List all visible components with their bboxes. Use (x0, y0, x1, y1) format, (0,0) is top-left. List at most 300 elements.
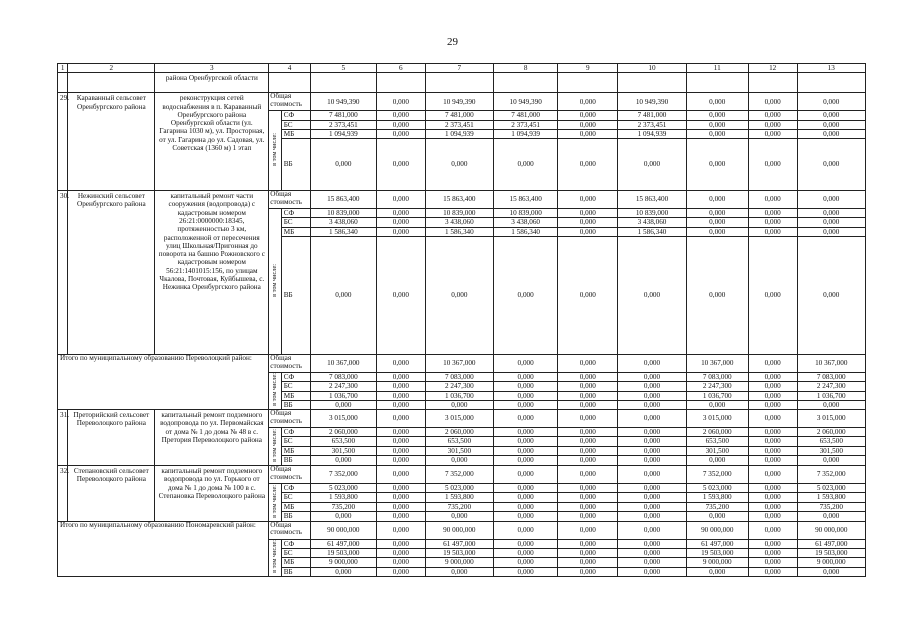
value-cell: 0,000 (310, 236, 376, 354)
value-cell: 10 367,000 (797, 354, 866, 372)
value-cell: 0,000 (377, 111, 426, 120)
value-cell: 0,000 (558, 493, 618, 502)
value-cell: 0,000 (686, 567, 748, 576)
value-cell: 653,500 (797, 437, 866, 446)
value-cell: 0,000 (494, 354, 558, 372)
value-cell: 2 060,000 (686, 428, 748, 437)
incl-vertical-label (269, 539, 281, 576)
value-cell: 0,000 (558, 410, 618, 428)
value-cell: 1 094,939 (310, 129, 376, 138)
value-cell: 7 083,000 (310, 372, 376, 381)
value-cell: 0,000 (494, 539, 558, 548)
total-cost-label: Общая стоимость (269, 191, 310, 209)
header-cell: 5 (310, 64, 376, 73)
value-cell: 0,000 (377, 410, 426, 428)
value-cell: 0,000 (377, 539, 426, 548)
value-cell: 0,000 (686, 129, 748, 138)
value-cell: 0,000 (494, 410, 558, 428)
funding-source-sf: СФ (281, 372, 310, 381)
value-cell: 0,000 (425, 236, 493, 354)
value-cell: 0,000 (748, 558, 797, 567)
value-cell: 10 949,390 (494, 93, 558, 111)
value-cell: 2 373,451 (425, 120, 493, 129)
value-cell: 9 000,000 (686, 558, 748, 567)
value-cell: 9 000,000 (797, 558, 866, 567)
value-cell: 0,000 (686, 218, 748, 227)
value-cell: 0,000 (618, 382, 686, 391)
value-cell: 0,000 (686, 455, 748, 465)
value-cell: 5 023,000 (797, 483, 866, 492)
value-cell: 0,000 (494, 502, 558, 511)
value-cell: 0,000 (797, 139, 866, 191)
value-cell: 1 593,800 (797, 493, 866, 502)
value-cell: 0,000 (310, 511, 376, 521)
value-cell: 0,000 (618, 236, 686, 354)
value-cell: 9 000,000 (425, 558, 493, 567)
funding-source-vb: ВБ (281, 139, 310, 191)
value-cell: 0,000 (494, 382, 558, 391)
value-cell: 0,000 (558, 521, 618, 539)
value-cell: 0,000 (748, 218, 797, 227)
project-number: 30. (58, 191, 68, 355)
value-cell: 301,500 (425, 446, 493, 455)
value-cell: 2 373,451 (618, 120, 686, 129)
value-cell: 0,000 (425, 567, 493, 576)
value-cell: 0,000 (377, 483, 426, 492)
value-cell: 3 015,000 (686, 410, 748, 428)
value-cell: 0,000 (748, 191, 797, 209)
value-cell: 0,000 (797, 129, 866, 138)
funding-source-sf: СФ (281, 428, 310, 437)
value-cell: 7 083,000 (797, 372, 866, 381)
value-cell: 0,000 (425, 455, 493, 465)
incl-vertical-label (269, 428, 281, 466)
value-cell: 0,000 (748, 391, 797, 400)
funding-source-vb: ВБ (281, 236, 310, 354)
value-cell: 7 481,000 (425, 111, 493, 120)
value-cell: 0,000 (686, 191, 748, 209)
project-description: капитальный ремонт подземного водопровода по ул. Горького от дома № 1 до дома № 100 в с. Степановка Переволоцкого района (155, 465, 269, 521)
funding-source-bs: БС (281, 437, 310, 446)
value-cell: 10 949,390 (618, 93, 686, 111)
value-cell: 0,000 (377, 521, 426, 539)
value-cell: 0,000 (494, 400, 558, 409)
value-cell: 0,000 (377, 129, 426, 138)
header-cell: 8 (494, 64, 558, 73)
value-cell: 0,000 (748, 567, 797, 576)
value-cell: 0,000 (558, 209, 618, 218)
empty-cell (425, 73, 493, 93)
value-cell: 301,500 (686, 446, 748, 455)
value-cell: 0,000 (618, 372, 686, 381)
funding-source-vb: ВБ (281, 567, 310, 576)
value-cell: 0,000 (377, 382, 426, 391)
value-cell: 2 247,300 (425, 382, 493, 391)
value-cell: 1 094,939 (618, 129, 686, 138)
value-cell: 61 497,000 (686, 539, 748, 548)
value-cell: 0,000 (618, 437, 686, 446)
value-cell: 0,000 (558, 382, 618, 391)
value-cell: 0,000 (618, 410, 686, 428)
value-cell: 0,000 (377, 209, 426, 218)
empty-cell (748, 73, 797, 93)
value-cell: 0,000 (558, 354, 618, 372)
value-cell: 0,000 (425, 400, 493, 409)
header-cell: 13 (797, 64, 866, 73)
value-cell: 1 036,700 (797, 391, 866, 400)
value-cell: 735,200 (310, 502, 376, 511)
project-number: 29. (58, 93, 68, 191)
value-cell: 0,000 (748, 410, 797, 428)
value-cell: 15 863,400 (310, 191, 376, 209)
value-cell: 735,200 (425, 502, 493, 511)
value-cell: 0,000 (748, 493, 797, 502)
value-cell: 19 503,000 (310, 549, 376, 558)
value-cell: 0,000 (558, 391, 618, 400)
value-cell: 0,000 (618, 558, 686, 567)
empty-cell (310, 73, 376, 93)
value-cell: 0,000 (748, 236, 797, 354)
value-cell: 0,000 (686, 236, 748, 354)
project-number: 31. (58, 410, 68, 466)
value-cell: 0,000 (425, 511, 493, 521)
value-cell: 0,000 (748, 511, 797, 521)
value-cell: 0,000 (618, 549, 686, 558)
value-cell: 0,000 (686, 139, 748, 191)
value-cell: 90 000,000 (425, 521, 493, 539)
value-cell: 0,000 (377, 372, 426, 381)
value-cell: 0,000 (618, 139, 686, 191)
value-cell: 10 367,000 (310, 354, 376, 372)
value-cell: 0,000 (797, 227, 866, 236)
value-cell: 0,000 (494, 483, 558, 492)
value-cell: 0,000 (797, 455, 866, 465)
incl-label: в том числе: (270, 373, 278, 407)
empty-cell (68, 73, 155, 93)
value-cell: 3 438,060 (310, 218, 376, 227)
value-cell: 1 586,340 (310, 227, 376, 236)
value-cell: 3 015,000 (425, 410, 493, 428)
value-cell: 0,000 (686, 227, 748, 236)
budget-table (57, 63, 866, 577)
header-cell: 11 (686, 64, 748, 73)
value-cell: 0,000 (558, 111, 618, 120)
value-cell: 0,000 (377, 437, 426, 446)
value-cell: 2 247,300 (686, 382, 748, 391)
project-municipality: Караванный сельсовет Оренбургского района (68, 93, 155, 191)
value-cell: 0,000 (494, 465, 558, 483)
empty-cell (618, 73, 686, 93)
header-cell: 3 (155, 64, 269, 73)
value-cell: 0,000 (558, 236, 618, 354)
funding-source-mb: МБ (281, 391, 310, 400)
value-cell: 0,000 (748, 502, 797, 511)
value-cell: 0,000 (748, 400, 797, 409)
value-cell: 0,000 (797, 209, 866, 218)
value-cell: 3 015,000 (797, 410, 866, 428)
value-cell: 0,000 (618, 354, 686, 372)
project-total-row (58, 93, 866, 111)
subtotal-total-row (58, 521, 866, 539)
value-cell: 0,000 (494, 455, 558, 465)
empty-cell (377, 73, 426, 93)
value-cell: 653,500 (425, 437, 493, 446)
value-cell: 5 023,000 (310, 483, 376, 492)
value-cell: 0,000 (377, 493, 426, 502)
value-cell: 735,200 (797, 502, 866, 511)
value-cell: 0,000 (494, 437, 558, 446)
value-cell: 90 000,000 (686, 521, 748, 539)
value-cell: 0,000 (748, 455, 797, 465)
value-cell: 0,000 (377, 120, 426, 129)
value-cell: 0,000 (748, 521, 797, 539)
value-cell: 0,000 (377, 227, 426, 236)
value-cell: 19 503,000 (797, 549, 866, 558)
funding-source-bs: БС (281, 549, 310, 558)
funding-source-bs: БС (281, 382, 310, 391)
value-cell: 0,000 (558, 400, 618, 409)
value-cell: 0,000 (797, 93, 866, 111)
value-cell: 7 481,000 (618, 111, 686, 120)
value-cell: 2 060,000 (310, 428, 376, 437)
value-cell: 0,000 (558, 372, 618, 381)
header-cell: 7 (425, 64, 493, 73)
value-cell: 0,000 (377, 455, 426, 465)
value-cell: 0,000 (748, 437, 797, 446)
value-cell: 7 352,000 (797, 465, 866, 483)
value-cell: 0,000 (377, 218, 426, 227)
value-cell: 0,000 (494, 567, 558, 576)
value-cell: 0,000 (558, 549, 618, 558)
value-cell: 0,000 (748, 382, 797, 391)
value-cell: 0,000 (558, 567, 618, 576)
value-cell: 3 015,000 (310, 410, 376, 428)
value-cell: 10 949,390 (310, 93, 376, 111)
value-cell: 0,000 (558, 93, 618, 111)
value-cell: 0,000 (748, 483, 797, 492)
value-cell: 0,000 (494, 446, 558, 455)
continued-description: района Оренбургской области (155, 73, 269, 93)
value-cell: 0,000 (558, 511, 618, 521)
funding-source-bs: БС (281, 493, 310, 502)
value-cell: 0,000 (377, 549, 426, 558)
incl-label: в том числе: (270, 428, 278, 462)
value-cell: 1 036,700 (310, 391, 376, 400)
incl-label: в том числе: (270, 263, 278, 297)
value-cell: 10 839,000 (425, 209, 493, 218)
project-municipality: Преторийский сельсовет Переволоцкого района (68, 410, 155, 466)
value-cell: 0,000 (686, 120, 748, 129)
total-cost-label: Общая стоимость (269, 465, 310, 483)
value-cell: 0,000 (748, 129, 797, 138)
value-cell: 1 593,800 (310, 493, 376, 502)
value-cell: 0,000 (494, 428, 558, 437)
project-total-row (58, 410, 866, 428)
value-cell: 0,000 (618, 493, 686, 502)
value-cell: 0,000 (748, 111, 797, 120)
value-cell: 0,000 (494, 521, 558, 539)
value-cell: 0,000 (558, 437, 618, 446)
value-cell: 0,000 (797, 191, 866, 209)
empty-cell (686, 73, 748, 93)
value-cell: 0,000 (618, 455, 686, 465)
funding-source-mb: МБ (281, 129, 310, 138)
total-cost-label: Общая стоимость (269, 521, 310, 539)
continued-row (58, 73, 866, 93)
value-cell: 0,000 (494, 372, 558, 381)
total-cost-label: Общая стоимость (269, 354, 310, 372)
value-cell: 0,000 (558, 129, 618, 138)
value-cell: 0,000 (797, 400, 866, 409)
value-cell: 0,000 (558, 120, 618, 129)
header-cell: 4 (269, 64, 310, 73)
value-cell: 0,000 (748, 227, 797, 236)
project-number: 32. (58, 465, 68, 521)
empty-cell (558, 73, 618, 93)
value-cell: 7 352,000 (686, 465, 748, 483)
value-cell: 10 367,000 (686, 354, 748, 372)
incl-label: в том числе: (270, 133, 278, 166)
funding-source-vb: ВБ (281, 511, 310, 521)
value-cell: 0,000 (686, 511, 748, 521)
header-cell: 9 (558, 64, 618, 73)
value-cell: 1 036,700 (425, 391, 493, 400)
value-cell: 0,000 (797, 511, 866, 521)
incl-label: в том числе: (270, 540, 278, 574)
value-cell: 90 000,000 (310, 521, 376, 539)
value-cell: 0,000 (748, 428, 797, 437)
value-cell: 0,000 (618, 539, 686, 548)
value-cell: 0,000 (748, 372, 797, 381)
value-cell: 0,000 (377, 93, 426, 111)
value-cell: 1 094,939 (425, 129, 493, 138)
funding-source-vb: ВБ (281, 400, 310, 409)
value-cell: 0,000 (797, 218, 866, 227)
value-cell: 0,000 (494, 549, 558, 558)
value-cell: 0,000 (686, 111, 748, 120)
value-cell: 10 839,000 (310, 209, 376, 218)
value-cell: 0,000 (618, 400, 686, 409)
value-cell: 0,000 (377, 465, 426, 483)
value-cell: 5 023,000 (425, 483, 493, 492)
value-cell: 0,000 (748, 120, 797, 129)
value-cell: 0,000 (310, 139, 376, 191)
value-cell: 0,000 (686, 93, 748, 111)
value-cell: 0,000 (558, 483, 618, 492)
project-municipality: Нежинский сельсовет Оренбургского района (68, 191, 155, 355)
value-cell: 7 481,000 (494, 111, 558, 120)
value-cell: 0,000 (494, 511, 558, 521)
value-cell: 0,000 (558, 502, 618, 511)
value-cell: 1 586,340 (618, 227, 686, 236)
value-cell: 0,000 (310, 567, 376, 576)
incl-label: в том числе: (270, 484, 278, 518)
header-cell: 12 (748, 64, 797, 73)
value-cell: 2 060,000 (797, 428, 866, 437)
value-cell: 15 863,400 (494, 191, 558, 209)
project-total-row (58, 465, 866, 483)
value-cell: 2 373,451 (494, 120, 558, 129)
page-number: 29 (447, 36, 458, 48)
value-cell: 0,000 (558, 446, 618, 455)
value-cell: 301,500 (310, 446, 376, 455)
value-cell: 61 497,000 (425, 539, 493, 548)
value-cell: 0,000 (558, 428, 618, 437)
value-cell: 10 949,390 (425, 93, 493, 111)
value-cell: 0,000 (494, 139, 558, 191)
header-cell: 2 (68, 64, 155, 73)
value-cell: 0,000 (797, 111, 866, 120)
value-cell: 0,000 (558, 465, 618, 483)
value-cell: 1 036,700 (686, 391, 748, 400)
value-cell: 7 352,000 (425, 465, 493, 483)
empty-cell (494, 73, 558, 93)
value-cell: 653,500 (310, 437, 376, 446)
value-cell: 0,000 (558, 558, 618, 567)
value-cell: 0,000 (377, 139, 426, 191)
value-cell: 0,000 (558, 191, 618, 209)
value-cell: 0,000 (494, 558, 558, 567)
value-cell: 0,000 (377, 446, 426, 455)
empty-cell (797, 73, 866, 93)
value-cell: 0,000 (377, 567, 426, 576)
value-cell: 0,000 (377, 391, 426, 400)
incl-vertical-label (269, 483, 281, 521)
subtotal-total-row (58, 354, 866, 372)
value-cell: 0,000 (558, 218, 618, 227)
funding-source-bs: БС (281, 120, 310, 129)
value-cell: 0,000 (558, 139, 618, 191)
funding-source-sf: СФ (281, 539, 310, 548)
value-cell: 0,000 (618, 428, 686, 437)
value-cell: 2 373,451 (310, 120, 376, 129)
header-cell: 10 (618, 64, 686, 73)
value-cell: 0,000 (797, 120, 866, 129)
value-cell: 0,000 (377, 511, 426, 521)
funding-source-sf: СФ (281, 111, 310, 120)
value-cell: 0,000 (494, 493, 558, 502)
value-cell: 0,000 (377, 354, 426, 372)
project-total-row (58, 191, 866, 209)
funding-source-mb: МБ (281, 558, 310, 567)
value-cell: 0,000 (618, 521, 686, 539)
value-cell: 0,000 (377, 400, 426, 409)
value-cell: 0,000 (748, 539, 797, 548)
subtotal-title: Итого по муниципальному образованию Пономаревский район: (58, 521, 269, 576)
value-cell: 0,000 (618, 502, 686, 511)
value-cell: 0,000 (425, 139, 493, 191)
value-cell: 0,000 (686, 209, 748, 218)
value-cell: 0,000 (377, 502, 426, 511)
value-cell: 0,000 (377, 428, 426, 437)
value-cell: 10 839,000 (618, 209, 686, 218)
value-cell: 2 247,300 (310, 382, 376, 391)
header-cell: 1 (58, 64, 68, 73)
value-cell: 2 060,000 (425, 428, 493, 437)
value-cell: 15 863,400 (425, 191, 493, 209)
value-cell: 0,000 (494, 236, 558, 354)
value-cell: 0,000 (618, 511, 686, 521)
incl-vertical-label (269, 111, 281, 191)
value-cell: 0,000 (310, 455, 376, 465)
value-cell: 0,000 (748, 549, 797, 558)
value-cell: 0,000 (558, 455, 618, 465)
value-cell: 19 503,000 (686, 549, 748, 558)
value-cell: 7 352,000 (310, 465, 376, 483)
value-cell: 10 367,000 (425, 354, 493, 372)
value-cell: 3 438,060 (425, 218, 493, 227)
value-cell: 0,000 (748, 209, 797, 218)
